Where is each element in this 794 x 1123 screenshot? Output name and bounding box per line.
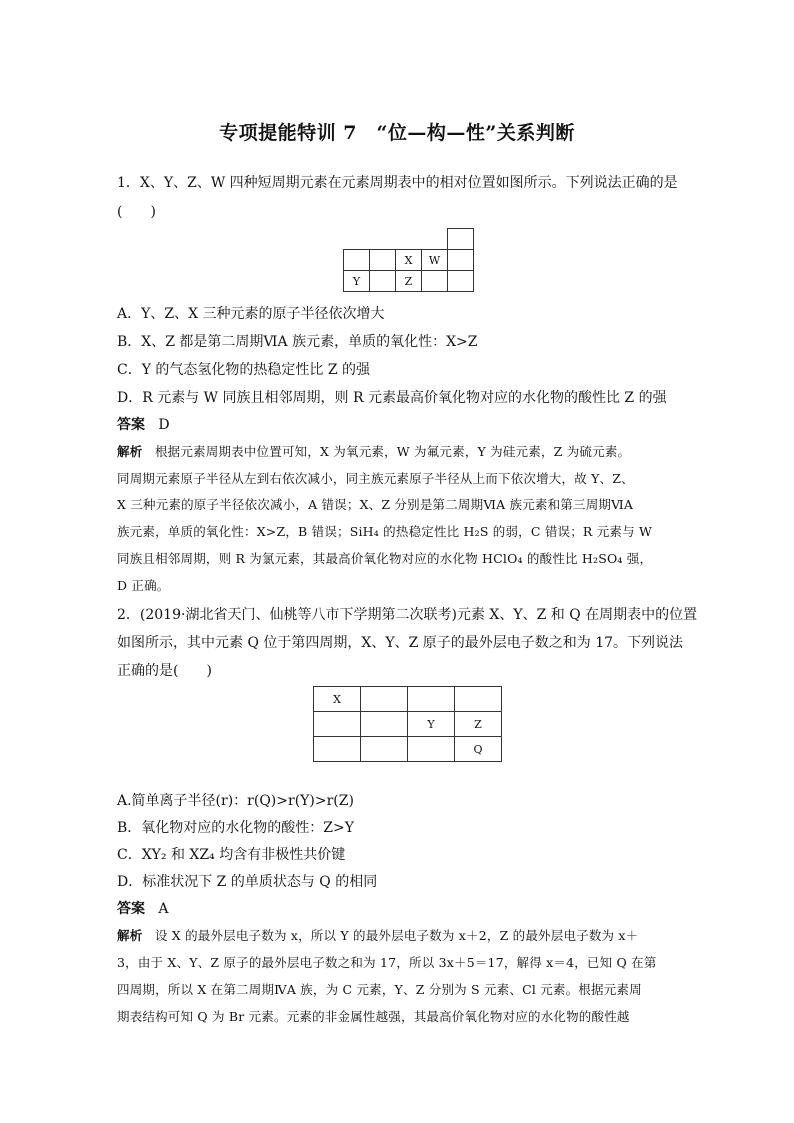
q1-explanation-line4: 族元素，单质的氧化性：X>Z，B 错误；SiH₄ 的热稳定性比 H₂S 的弱，C 错误；R 元素与 W: [117, 524, 653, 539]
q2-cell: [455, 687, 502, 712]
q1-cell: [448, 229, 474, 250]
q1-option-b: B．X、Z 都是第二周期ⅥA 族元素，单质的氧化性：X>Z: [117, 334, 478, 350]
q1-cell: [422, 271, 448, 292]
q1-cell: W: [422, 250, 448, 271]
q1-cell: Y: [344, 271, 370, 292]
q1-explanation-line2: 同周期元素原子半径从左到右依次减小，同主族元素原子半径从上而下依次增大，故 Y、Z、: [117, 471, 634, 486]
q2-explanation-line4: 期表结构可知 Q 为 Br 元素。元素的非金属性越强，其最高价氧化物对应的水化物的酸性越: [117, 1009, 630, 1024]
q1-stem-line1: 1．X、Y、Z、W 四种短周期元素在元素周期表中的相对位置如图所示。下列说法正确的是: [117, 175, 678, 191]
page-title: 专项提能特训 7 “位—构—性”关系判断: [219, 122, 575, 144]
q2-cell: [361, 712, 408, 737]
q2-option-d: D．标准状况下 Z 的单质状态与 Q 的相同: [117, 874, 378, 890]
q1-cell: [344, 250, 370, 271]
q1-explanation-line5: 同族且相邻周期，则 R 为氯元素，其最高价氧化物对应的水化物 HClO₄ 的酸性比 H₂SO₄ 强，: [117, 551, 653, 566]
q2-option-c: C．XY₂ 和 XZ₄ 均含有非极性共价键: [117, 847, 346, 863]
answer-label: 答案: [117, 417, 145, 433]
q1-explanation-line3: X 三种元素的原子半径依次减小，A 错误；X、Z 分别是第二周期ⅥA 族元素和第三周期ⅥA: [117, 497, 634, 512]
q1-stem-line2: ( ): [117, 204, 156, 220]
answer-value: A: [158, 901, 169, 917]
explanation-label: 解析: [117, 928, 143, 943]
q2-cell: X: [314, 687, 361, 712]
q2-cell: [408, 737, 455, 762]
q1-cell: Z: [396, 271, 422, 292]
q2-stem-line3: 正确的是( ): [117, 663, 212, 679]
explanation-label: 解析: [117, 444, 143, 459]
q1-cell: [448, 250, 474, 271]
q1-cell: [370, 250, 396, 271]
q1-cell: [370, 271, 396, 292]
q2-stem-line2: 如图所示，其中元素 Q 位于第四周期，X、Y、Z 原子的最外层电子数之和为 17。下列说法: [117, 635, 684, 651]
q1-periodic-table: [343, 228, 474, 292]
q1-cell: [448, 271, 474, 292]
q2-cell: [361, 687, 408, 712]
q1-answer: [117, 414, 170, 434]
q2-explanation-line1: 解析 设 X 的最外层电子数为 x，所以 Y 的最外层电子数为 x＋2，Z 的最外层电子数为 x＋: [117, 928, 639, 943]
q2-cell: Y: [408, 712, 455, 737]
q2-cell: [361, 737, 408, 762]
q1-explanation-line1: 解析 根据元素周期表中位置可知，X 为氧元素，W 为氟元素，Y 为硅元素，Z 为硫元素。: [117, 444, 631, 459]
q2-explanation-line2: 3，由于 X、Y、Z 原子的最外层电子数之和为 17，所以 3x＋5＝17，解得 x＝4，已知 Q 在第: [117, 955, 657, 970]
q1-explanation-line6: D 正确。: [117, 578, 170, 593]
answer-value: D: [158, 417, 170, 433]
q2-option-a: A.简单离子半径(r)：r(Q)>r(Y)>r(Z): [117, 793, 354, 809]
q2-answer: [117, 898, 168, 918]
q2-cell: [314, 712, 361, 737]
q1-option-a: A．Y、Z、X 三种元素的原子半径依次增大: [117, 306, 385, 322]
q2-cell: [408, 687, 455, 712]
q1-option-d: D．R 元素与 W 同族且相邻周期，则 R 元素最高价氧化物对应的水化物的酸性比 Z 的强: [117, 390, 667, 406]
q2-explanation-line3: 四周期，所以 X 在第二周期ⅣA 族，为 C 元素，Y、Z 分别为 S 元素、Cl 元素。根据元素周: [117, 982, 642, 997]
answer-label: 答案: [117, 901, 145, 917]
q1-cell: X: [396, 250, 422, 271]
q2-cell: Z: [455, 712, 502, 737]
q2-cell: Q: [455, 737, 502, 762]
q2-cell: [314, 737, 361, 762]
q1-option-c: C．Y 的气态氢化物的热稳定性比 Z 的强: [117, 362, 371, 378]
q2-option-b: B．氧化物对应的水化物的酸性：Z>Y: [117, 820, 354, 836]
q2-periodic-table: [313, 686, 502, 762]
q2-stem-line1: 2．(2019·湖北省天门、仙桃等八市下学期第二次联考)元素 X、Y、Z 和 Q 在周期表中的位置: [117, 607, 698, 623]
